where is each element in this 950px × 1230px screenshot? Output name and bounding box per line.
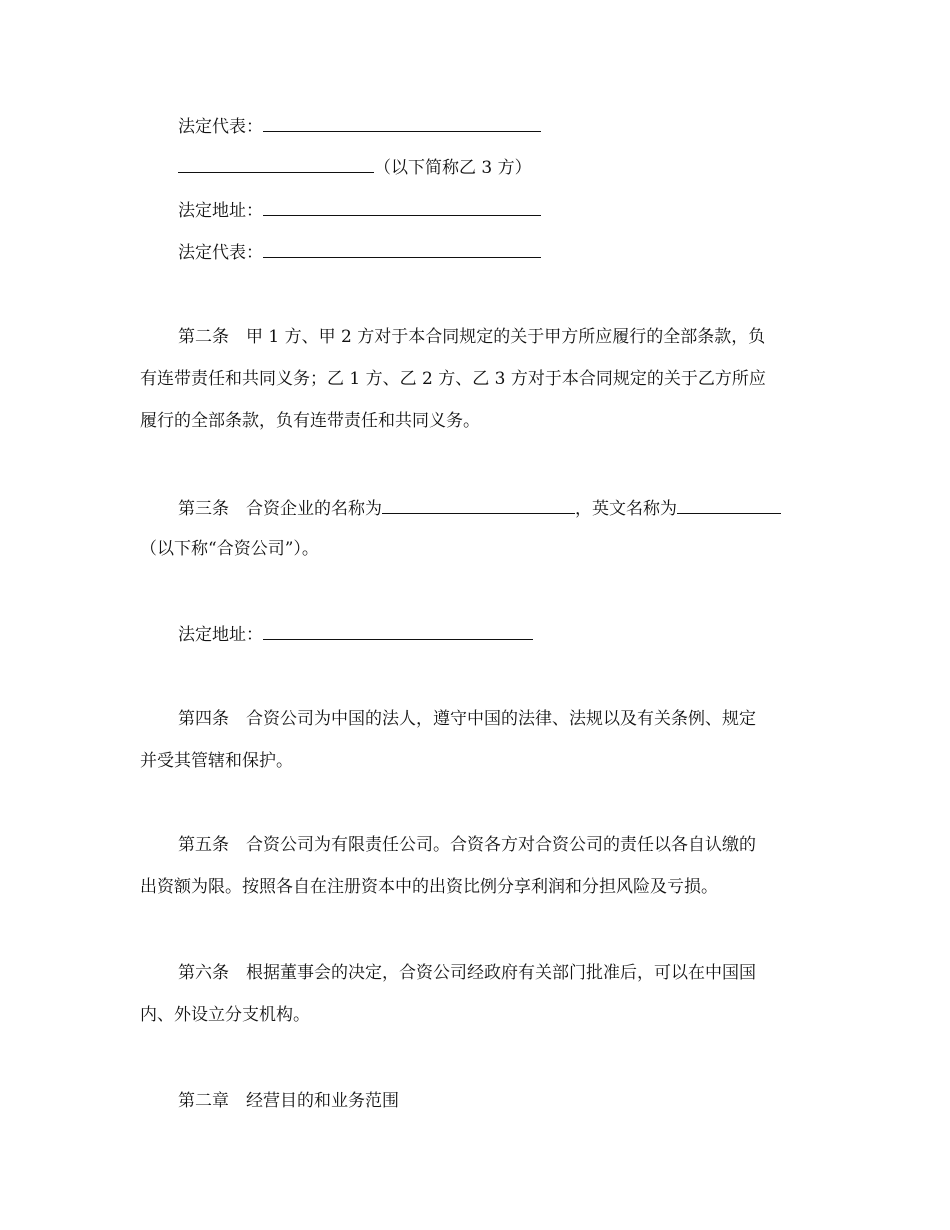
article3-heading: 第三条 — [178, 499, 229, 519]
article2-text-1: 甲 1 方、甲 2 方对于本合同规定的关于甲方所应履行的全部条款，负 — [246, 327, 766, 347]
party-b3-address-line — [178, 198, 541, 222]
article2-line1 — [178, 326, 765, 348]
article6-heading: 第六条 — [178, 963, 229, 983]
party-b3-name-line — [178, 155, 532, 179]
article5-text-1: 合资公司为有限责任公司。合资各方对合资公司的责任以各自认缴的 — [246, 835, 756, 855]
article6-text-1: 根据董事会的决定，合资公司经政府有关部门批准后，可以在中国国 — [246, 963, 756, 983]
article5-line2: 出资额为限。按照各自在注册资本中的出资比例分享利润和分担风险及亏损。 — [140, 877, 718, 897]
chapter2-heading-line — [178, 1090, 399, 1112]
article2-line3: 履行的全部条款，负有连带责任和共同义务。 — [140, 411, 480, 431]
article5-heading: 第五条 — [178, 835, 229, 855]
company-address-blank[interactable] — [263, 622, 533, 640]
party-b3-address-blank[interactable] — [263, 198, 541, 216]
company-address-label: 法定地址： — [178, 625, 263, 645]
party-b3-rep-blank[interactable] — [263, 240, 541, 258]
article4-heading: 第四条 — [178, 709, 229, 729]
party-b3-name-suffix: （以下简称乙 3 方） — [374, 158, 532, 178]
party-b3-address-label: 法定地址： — [178, 201, 263, 221]
article4-line1 — [178, 708, 756, 730]
article4-text-1: 合资公司为中国的法人，遵守中国的法律、法规以及有关条例、规定 — [246, 709, 756, 729]
party-b2-rep-blank[interactable] — [263, 114, 541, 132]
article3-text-b: ，英文名称为 — [575, 499, 677, 519]
article3-text-a: 合资企业的名称为 — [246, 499, 382, 519]
chapter2-heading: 第二章 — [178, 1091, 229, 1111]
party-b2-rep-label: 法定代表： — [178, 117, 263, 137]
article6-line1 — [178, 962, 756, 984]
party-b3-rep-line — [178, 240, 541, 264]
party-b3-name-blank[interactable] — [178, 155, 374, 173]
article2-line2: 有连带责任和共同义务；乙 1 方、乙 2 方、乙 3 方对于本合同规定的关于乙方所应 — [140, 369, 766, 389]
company-name-blank[interactable] — [382, 496, 575, 514]
chapter2-title: 经营目的和业务范围 — [246, 1091, 399, 1111]
article3-line2: （以下称“合资公司”）。 — [140, 539, 319, 559]
party-b2-rep-line — [178, 114, 541, 138]
company-address-line — [178, 622, 533, 646]
article4-line2: 并受其管辖和保护。 — [140, 751, 293, 771]
company-english-name-blank[interactable] — [677, 496, 781, 514]
article2-heading: 第二条 — [178, 327, 229, 347]
party-b3-rep-label: 法定代表： — [178, 243, 263, 263]
article5-line1 — [178, 834, 756, 856]
article3-line1 — [178, 496, 781, 520]
article6-line2: 内、外设立分支机构。 — [140, 1005, 310, 1025]
